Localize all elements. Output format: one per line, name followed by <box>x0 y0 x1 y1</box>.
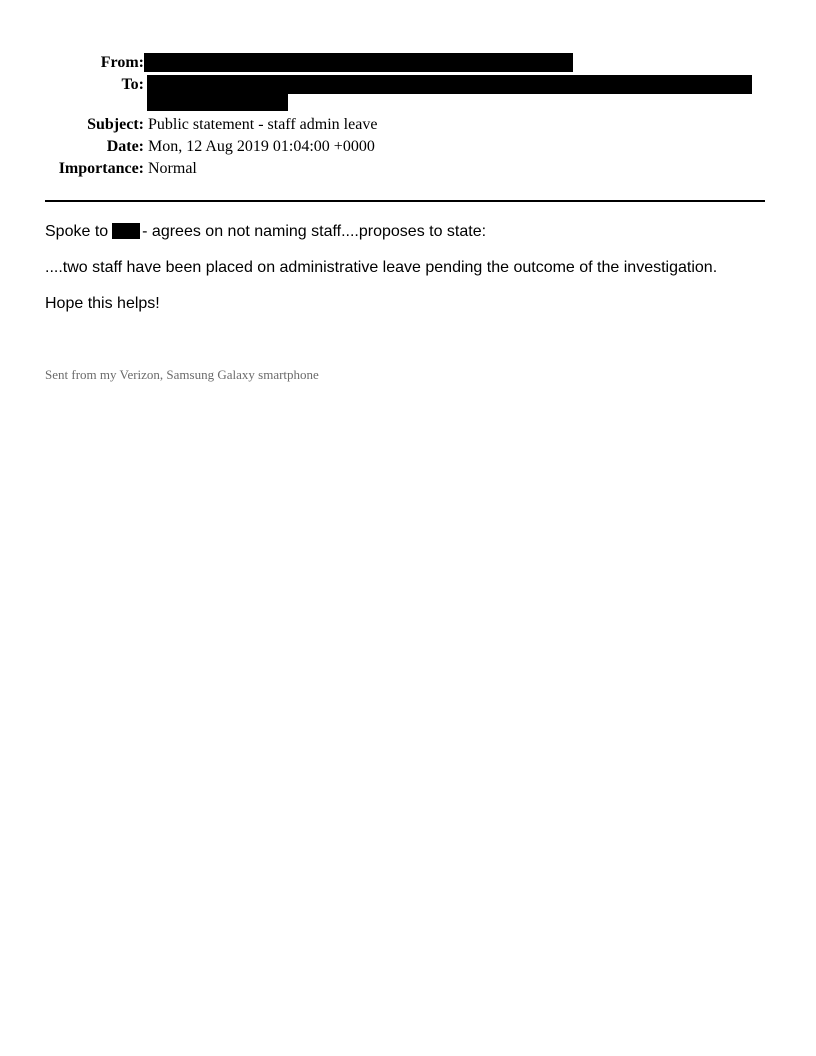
date-label: Date: <box>106 138 144 155</box>
subject-label: Subject: <box>87 116 144 133</box>
body-line-3: Hope this helps! <box>45 295 160 312</box>
subject-value: Public statement - staff admin leave <box>148 116 378 133</box>
from-label: From: <box>100 54 144 71</box>
importance-row <box>0 158 816 180</box>
email-signature: Sent from my Verizon, Samsung Galaxy smartphone <box>45 367 319 382</box>
date-value: Mon, 12 Aug 2019 01:04:00 +0000 <box>148 138 375 155</box>
from-row <box>0 52 816 74</box>
body-line-1 <box>45 222 486 242</box>
to-row <box>0 74 816 96</box>
importance-label: Importance: <box>58 160 144 177</box>
importance-value: Normal <box>148 160 197 177</box>
date-row <box>0 136 816 158</box>
subject-row <box>0 114 816 136</box>
name-redaction <box>112 223 140 239</box>
to-label: To: <box>121 76 144 93</box>
body-line-1-before: Spoke to <box>45 223 109 240</box>
header-divider <box>45 200 765 202</box>
from-redaction <box>144 53 573 72</box>
body-line-1-after: - agrees on not naming staff....proposes to state: <box>142 223 487 240</box>
body-line-2: ....two staff have been placed on administrative leave pending the outcome of the investigation. <box>45 259 718 276</box>
to-redaction-line1 <box>147 75 752 94</box>
to-redaction-line2 <box>147 94 288 111</box>
